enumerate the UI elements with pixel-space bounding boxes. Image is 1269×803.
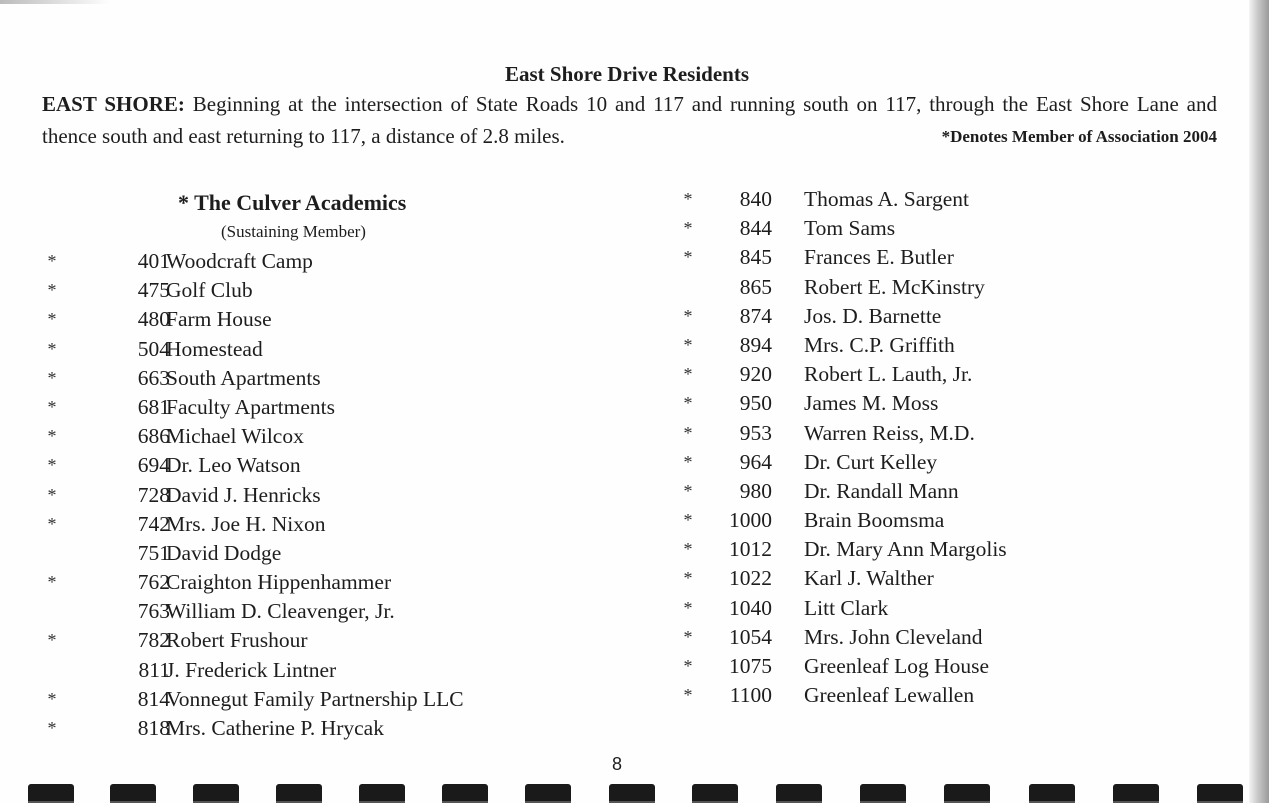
list-item	[40, 335, 600, 364]
list-item	[40, 364, 600, 393]
member-star: *	[47, 484, 57, 505]
member-star: *	[683, 393, 693, 414]
resident-name: Mrs. C.P. Griffith	[804, 332, 955, 357]
house-number: 1100	[729, 683, 772, 708]
list-item	[40, 597, 600, 626]
binding-hole	[1113, 784, 1159, 803]
list-item	[40, 714, 600, 743]
binding-hole	[525, 784, 571, 803]
group-heading: * The Culver Academics	[178, 190, 407, 215]
intro-description: Beginning at the intersection of State Roads 10 and 117 and running south on 117, through the East Shore Lane and thence south and east returning to 117, a distance of 2.8 miles.	[42, 92, 1217, 148]
resident-name: Tom Sams	[804, 216, 896, 241]
resident-name: Robert E. McKinstry	[804, 274, 985, 299]
list-item	[40, 510, 600, 539]
resident-name: Dr. Mary Ann Margolis	[804, 537, 1007, 562]
list-item	[676, 302, 1236, 331]
resident-name: Brain Boomsma	[804, 508, 945, 533]
member-star: *	[683, 656, 693, 676]
member-star: *	[683, 597, 693, 618]
list-item	[676, 243, 1236, 272]
house-number: 818	[137, 716, 170, 740]
binding-hole	[28, 784, 74, 803]
intro-paragraph	[42, 88, 1217, 153]
list-item	[40, 539, 600, 568]
binding-hole	[1197, 784, 1243, 803]
house-number: 1012	[729, 537, 772, 562]
list-item	[40, 305, 600, 334]
member-star: *	[47, 280, 57, 301]
resident-name: James M. Moss	[804, 391, 939, 416]
scan-mark	[0, 0, 110, 4]
list-item	[676, 360, 1236, 389]
member-star: *	[47, 309, 57, 330]
resident-name: Karl J. Walther	[804, 566, 934, 591]
resident-name: Golf Club	[166, 278, 253, 303]
intro-lead: EAST SHORE:	[42, 92, 185, 116]
member-star: *	[683, 451, 693, 472]
list-item	[676, 594, 1236, 623]
binding-hole	[609, 784, 655, 803]
group-subheading: (Sustaining Member)	[221, 222, 366, 241]
member-star: *	[47, 718, 57, 738]
member-star: *	[47, 251, 57, 271]
left-column-list	[40, 247, 600, 743]
list-item	[40, 422, 600, 451]
house-number: 950	[739, 391, 772, 416]
house-number: 811	[138, 657, 170, 682]
house-number: 504	[137, 336, 170, 361]
house-number: 844	[739, 216, 772, 241]
house-number: 1000	[729, 508, 772, 533]
house-number: 663	[137, 365, 170, 390]
house-number: 964	[739, 449, 772, 474]
list-item	[40, 656, 600, 685]
resident-name: David J. Henricks	[166, 482, 321, 507]
list-item	[676, 389, 1236, 418]
page-title: East Shore Drive Residents	[504, 62, 750, 86]
member-star: *	[47, 513, 57, 534]
list-item	[676, 535, 1236, 564]
resident-name: Mrs. John Cleveland	[804, 624, 983, 649]
page-edge-shadow	[1249, 0, 1269, 803]
member-star: *	[683, 510, 693, 531]
resident-name: Litt Clark	[804, 595, 889, 620]
binding-hole	[860, 784, 906, 803]
member-star: *	[683, 480, 693, 501]
binding-hole	[1029, 784, 1075, 803]
list-item	[676, 652, 1236, 681]
list-item	[676, 214, 1236, 243]
house-number: 894	[739, 332, 772, 357]
house-number: 762	[137, 570, 170, 595]
member-star: *	[683, 334, 693, 355]
resident-name: Thomas A. Sargent	[804, 187, 970, 211]
binding-hole	[110, 784, 156, 803]
list-item	[40, 451, 600, 480]
resident-name: Faculty Apartments	[166, 394, 335, 419]
house-number: 865	[739, 274, 772, 299]
house-number: 742	[137, 511, 170, 536]
member-star: *	[683, 685, 693, 706]
resident-name: Homestead	[166, 336, 263, 361]
house-number: 845	[739, 245, 772, 270]
list-item	[676, 448, 1236, 477]
member-star: *	[683, 364, 693, 385]
member-star: *	[683, 218, 693, 239]
list-item	[40, 247, 600, 276]
member-star: *	[47, 367, 57, 388]
member-star: *	[683, 189, 693, 209]
list-item	[676, 623, 1236, 652]
resident-name: J. Frederick Lintner	[166, 657, 337, 682]
member-star: *	[47, 688, 57, 709]
binding-hole	[193, 784, 239, 803]
house-number: 1022	[729, 566, 772, 591]
house-number: 751	[137, 540, 170, 565]
resident-name: Greenleaf Lewallen	[804, 683, 975, 708]
house-number: 782	[137, 628, 170, 653]
member-star: *	[683, 305, 693, 326]
right-column-list	[676, 185, 1236, 710]
list-item	[676, 331, 1236, 360]
house-number: 681	[137, 394, 170, 419]
member-star: *	[683, 626, 693, 647]
house-number: 401	[137, 249, 170, 273]
resident-name: Craighton Hippenhammer	[166, 570, 392, 595]
list-item	[40, 685, 600, 714]
resident-name: Jos. D. Barnette	[804, 303, 942, 328]
resident-name: Dr. Randall Mann	[804, 478, 959, 503]
resident-name: Mrs. Joe H. Nixon	[166, 511, 326, 536]
list-item	[40, 568, 600, 597]
list-item	[40, 276, 600, 305]
house-number: 920	[739, 362, 772, 387]
binding-hole	[276, 784, 322, 803]
page-number: 8	[612, 754, 623, 774]
list-item	[676, 273, 1236, 302]
house-number: 1040	[729, 595, 772, 620]
resident-name: Frances E. Butler	[804, 245, 954, 270]
resident-name: Greenleaf Log House	[804, 654, 990, 678]
resident-name: Warren Reiss, M.D.	[804, 420, 975, 445]
member-star: *	[47, 572, 57, 593]
list-item	[676, 419, 1236, 448]
list-item	[676, 185, 1236, 214]
member-star: *	[683, 247, 693, 268]
binding-hole	[944, 784, 990, 803]
resident-name: Mrs. Catherine P. Hrycak	[166, 716, 384, 740]
list-item	[40, 626, 600, 655]
member-star: *	[47, 426, 57, 447]
resident-name: Dr. Curt Kelley	[804, 449, 938, 474]
member-star: *	[47, 338, 57, 359]
house-number: 1054	[729, 624, 772, 649]
spiral-binding	[0, 778, 1269, 803]
house-number: 874	[739, 303, 772, 328]
resident-name: Michael Wilcox	[166, 424, 304, 449]
member-star: *	[683, 422, 693, 443]
list-item	[676, 564, 1236, 593]
resident-name: South Apartments	[166, 365, 321, 390]
list-item	[40, 393, 600, 422]
resident-name: William D. Cleavenger, Jr.	[166, 599, 395, 624]
list-item	[676, 477, 1236, 506]
member-note: *Denotes Member of Association 2004	[941, 127, 1217, 146]
member-star: *	[47, 455, 57, 476]
resident-name: Robert L. Lauth, Jr.	[804, 362, 973, 387]
binding-hole	[442, 784, 488, 803]
house-number: 980	[739, 478, 772, 503]
house-number: 686	[137, 424, 170, 449]
binding-hole	[776, 784, 822, 803]
house-number: 728	[137, 482, 170, 507]
house-number: 840	[739, 187, 772, 211]
resident-name: David Dodge	[166, 540, 282, 565]
house-number: 814	[137, 686, 170, 711]
house-number: 763	[137, 599, 170, 624]
house-number: 475	[137, 278, 170, 303]
list-item	[676, 681, 1236, 710]
member-star: *	[683, 568, 693, 589]
resident-name: Robert Frushour	[166, 628, 308, 653]
house-number: 1075	[729, 654, 772, 678]
member-star: *	[683, 539, 693, 560]
binding-hole	[359, 784, 405, 803]
resident-name: Vonnegut Family Partnership LLC	[166, 686, 464, 711]
resident-name: Woodcraft Camp	[166, 249, 313, 273]
member-star: *	[47, 396, 57, 417]
member-star: *	[47, 630, 57, 651]
house-number: 953	[739, 420, 772, 445]
list-item	[676, 506, 1236, 535]
list-item	[40, 481, 600, 510]
binding-hole	[692, 784, 738, 803]
house-number: 480	[137, 307, 170, 332]
house-number: 694	[137, 453, 170, 478]
resident-name: Farm House	[166, 307, 272, 332]
resident-name: Dr. Leo Watson	[166, 453, 301, 478]
